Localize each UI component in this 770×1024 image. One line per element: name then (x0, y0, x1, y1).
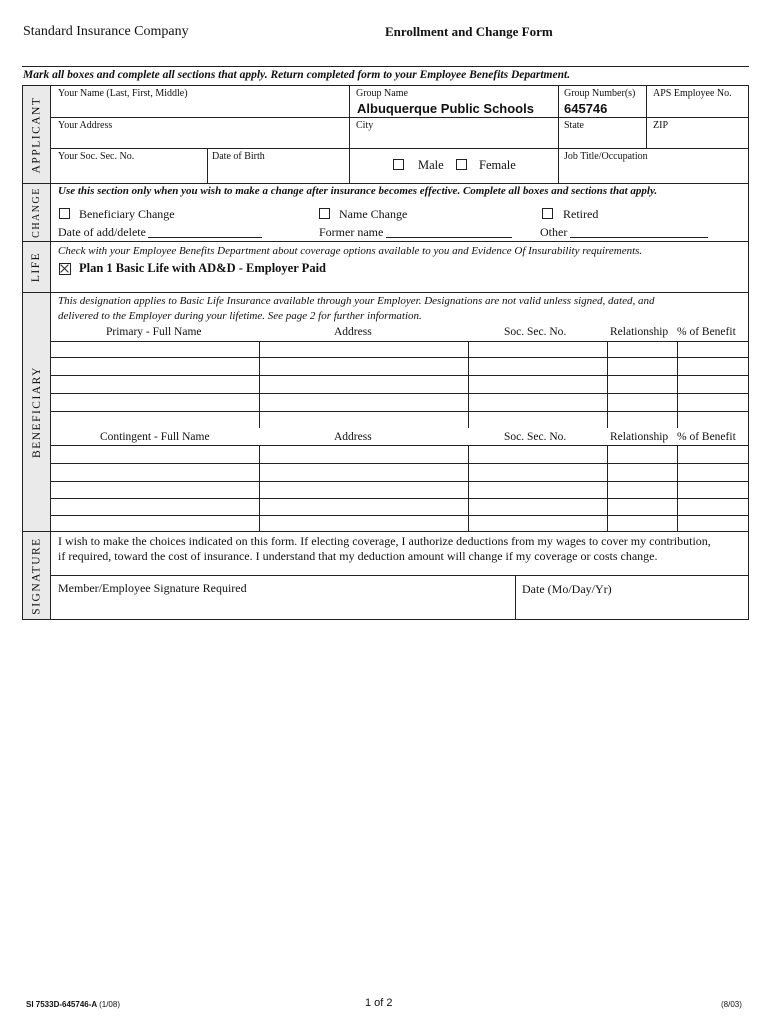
table-row[interactable] (51, 482, 748, 498)
signature-label: Member/Employee Signature Required (58, 581, 247, 595)
primary-header-percent: % of Benefit (677, 326, 736, 338)
revision-date: (8/03) (721, 1000, 742, 1009)
dob-field[interactable] (208, 163, 348, 182)
employee-no-label: APS Employee No. (653, 88, 732, 99)
employee-no-field[interactable] (647, 100, 747, 116)
header-divider (22, 66, 749, 67)
plan1-label: Plan 1 Basic Life with AD&D - Employer Paid (79, 261, 326, 275)
primary-header-relationship: Relationship (610, 326, 669, 338)
table-row[interactable] (51, 394, 748, 411)
ssn-label: Your Soc. Sec. No. (58, 151, 135, 162)
beneficiary-intro-line1: This designation applies to Basic Life Insurance available through your Employer. Designations are not valid unless signed, dated, and (58, 295, 655, 307)
group-number-value[interactable]: 645746 (564, 101, 608, 116)
table-row[interactable] (51, 446, 748, 463)
contingent-header-relationship: Relationship (610, 431, 669, 443)
former-name-label: Former name (319, 225, 384, 239)
city-field[interactable] (350, 132, 557, 147)
beneficiary-intro-line2: delivered to the Employer during your lifetime. See page 2 for further information. (58, 310, 422, 322)
name-field[interactable] (51, 100, 348, 116)
contingent-header-address: Address (334, 431, 372, 443)
date-add-delete-field[interactable] (148, 237, 262, 238)
company-name: Standard Insurance Company (23, 24, 189, 39)
male-label: Male (418, 158, 444, 172)
other-label: Other (540, 225, 568, 239)
name-label: Your Name (Last, First, Middle) (58, 88, 188, 99)
contingent-header-name: Contingent - Full Name (100, 431, 210, 443)
page-number: 1 of 2 (365, 997, 393, 1009)
signature-field[interactable] (51, 596, 514, 618)
group-name-value[interactable]: Albuquerque Public Schools (357, 101, 534, 116)
zip-field[interactable] (647, 132, 747, 147)
table-row[interactable] (51, 376, 748, 393)
state-field[interactable] (559, 132, 645, 147)
state-label: State (564, 120, 584, 131)
primary-header-ssn: Soc. Sec. No. (504, 326, 567, 338)
applicant-section-label: APPLICANT (30, 96, 43, 173)
dob-label: Date of Birth (212, 151, 265, 162)
table-row[interactable] (51, 412, 748, 428)
address-label: Your Address (58, 120, 113, 131)
group-number-label: Group Number(s) (564, 88, 636, 99)
name-change-label: Name Change (339, 207, 408, 221)
form-title: Enrollment and Change Form (385, 24, 553, 39)
life-intro: Check with your Employee Benefits Department about coverage options available to you and Evidence Of Insurability requirements. (58, 245, 643, 257)
form-instructions: Mark all boxes and complete all sections that apply. Return completed form to your Employee Benefits Department. (23, 69, 571, 81)
plan1-checkbox[interactable] (59, 263, 71, 275)
date-label: Date (Mo/Day/Yr) (522, 582, 612, 596)
male-checkbox[interactable] (393, 159, 404, 170)
contingent-header-percent: % of Benefit (677, 431, 736, 443)
table-row[interactable] (51, 358, 748, 375)
change-section-label: CHANGE (31, 187, 43, 238)
beneficiary-section-label: BENEFICIARY (30, 366, 43, 458)
table-row[interactable] (51, 499, 748, 515)
name-change-checkbox[interactable] (319, 208, 330, 219)
primary-header-name: Primary - Full Name (106, 326, 202, 338)
female-checkbox[interactable] (456, 159, 467, 170)
ssn-field[interactable] (51, 163, 206, 182)
beneficiary-change-checkbox[interactable] (59, 208, 70, 219)
city-label: City (356, 120, 374, 131)
address-field[interactable] (51, 132, 348, 147)
job-title-field[interactable] (559, 163, 747, 182)
table-row[interactable] (51, 342, 748, 357)
female-label: Female (479, 158, 516, 172)
signature-date-field[interactable] (516, 597, 747, 618)
beneficiary-change-label: Beneficiary Change (79, 207, 175, 221)
change-intro: Use this section only when you wish to make a change after insurance becomes effective. Complete all boxes and sections that apply. (58, 185, 658, 197)
signature-section-label: SIGNATURE (30, 536, 43, 615)
table-row[interactable] (51, 516, 748, 531)
form-code: SI 7533D-645746-A (1/08) (26, 1000, 120, 1009)
retired-label: Retired (563, 207, 599, 221)
date-add-delete-label: Date of add/delete (58, 225, 146, 239)
table-row[interactable] (51, 464, 748, 481)
primary-header-address: Address (334, 326, 372, 338)
job-title-label: Job Title/Occupation (564, 151, 648, 162)
retired-checkbox[interactable] (542, 208, 553, 219)
group-name-label: Group Name (356, 88, 408, 99)
signature-statement-line2: if required, toward the cost of insurance. I understand that my deduction amount will change if my coverage or costs change. (58, 549, 658, 563)
former-name-field[interactable] (386, 237, 512, 238)
zip-label: ZIP (653, 120, 668, 131)
life-section-label: LIFE (30, 251, 43, 283)
contingent-header-ssn: Soc. Sec. No. (504, 431, 567, 443)
signature-statement-line1: I wish to make the choices indicated on this form. If electing coverage, I authorize deductions from my wages to cover my contribution, (58, 534, 711, 548)
other-field[interactable] (570, 237, 708, 238)
